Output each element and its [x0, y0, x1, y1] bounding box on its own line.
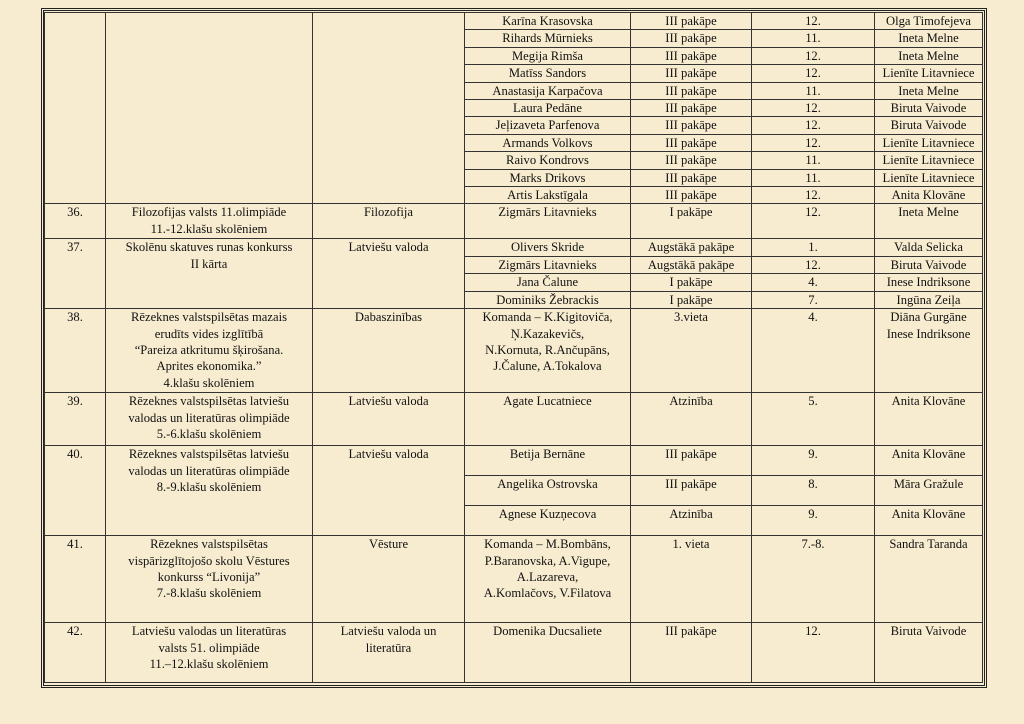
grade: 12. — [752, 117, 875, 134]
award-level: III pakāpe — [631, 117, 752, 134]
student-name: Dominiks Žebrackis — [465, 291, 631, 308]
award-level: Atzinība — [631, 506, 752, 536]
teacher: Anita Klovāne — [875, 187, 983, 204]
grade: 4. — [752, 309, 875, 393]
subject: Latviešu valoda — [313, 239, 465, 309]
grade: 9. — [752, 446, 875, 476]
competition-name: Rēzeknes valstspilsētas latviešu valodas un literatūras olimpiāde 8.-9.klašu skolēniem — [106, 446, 313, 536]
team-members: Komanda – M.Bombāns, P.Baranovska, A.Vigupe, A.Lazareva, A.Komlačovs, V.Filatova — [465, 536, 631, 623]
award-level: III pakāpe — [631, 152, 752, 169]
row-number: 36. — [45, 204, 106, 239]
row-number: 42. — [45, 623, 106, 683]
award-level: III pakāpe — [631, 13, 752, 30]
award-level: I pakāpe — [631, 204, 752, 239]
teacher: Biruta Vaivode — [875, 256, 983, 273]
table-row — [45, 309, 983, 393]
competition-name: Skolēnu skatuves runas konkurss II kārta — [106, 239, 313, 309]
teacher: Māra Gražule — [875, 476, 983, 506]
teacher: Anita Klovāne — [875, 446, 983, 476]
grade: 7. — [752, 291, 875, 308]
results-table — [44, 12, 983, 683]
student-name: Zigmārs Litavnieks — [465, 204, 631, 239]
student-name: Laura Pedāne — [465, 100, 631, 117]
table-row — [45, 446, 983, 476]
student-name: Marks Drikovs — [465, 169, 631, 186]
teacher: Biruta Vaivode — [875, 623, 983, 683]
award-level: I pakāpe — [631, 291, 752, 308]
row-number: 37. — [45, 239, 106, 309]
teacher: Ineta Melne — [875, 47, 983, 64]
student-name: Agnese Kuzņecova — [465, 506, 631, 536]
table-row — [45, 13, 983, 30]
grade: 8. — [752, 476, 875, 506]
teacher: Ineta Melne — [875, 30, 983, 47]
grade: 12. — [752, 623, 875, 683]
row-number: 40. — [45, 446, 106, 536]
subject-cell — [313, 13, 465, 204]
teacher: Olga Timofejeva — [875, 13, 983, 30]
teacher: Ineta Melne — [875, 82, 983, 99]
grade: 11. — [752, 152, 875, 169]
teacher: Anita Klovāne — [875, 506, 983, 536]
competition-name: Filozofijas valsts 11.olimpiāde 11.-12.klašu skolēniem — [106, 204, 313, 239]
student-name: Matīss Sandors — [465, 65, 631, 82]
grade: 12. — [752, 134, 875, 151]
award-level: I pakāpe — [631, 274, 752, 291]
table-row — [45, 393, 983, 446]
table-row — [45, 204, 983, 239]
grade: 11. — [752, 30, 875, 47]
student-name: Karīna Krasovska — [465, 13, 631, 30]
competition-name: Latviešu valodas un literatūras valsts 51. olimpiāde 11.–12.klašu skolēniem — [106, 623, 313, 683]
award-level: III pakāpe — [631, 100, 752, 117]
grade: 12. — [752, 13, 875, 30]
teacher: Lienīte Litavniece — [875, 65, 983, 82]
award-level: III pakāpe — [631, 65, 752, 82]
award-level: III pakāpe — [631, 47, 752, 64]
student-name: Armands Volkovs — [465, 134, 631, 151]
row-number: 41. — [45, 536, 106, 623]
student-name: Angelika Ostrovska — [465, 476, 631, 506]
teacher: Lienīte Litavniece — [875, 169, 983, 186]
student-name: Artis Lakstīgala — [465, 187, 631, 204]
teacher: Valda Selicka — [875, 239, 983, 256]
table-row — [45, 239, 983, 256]
competition-name: Rēzeknes valstspilsētas latviešu valodas un literatūras olimpiāde 5.-6.klašu skolēniem — [106, 393, 313, 446]
subject: Dabaszinības — [313, 309, 465, 393]
grade: 12. — [752, 47, 875, 64]
grade: 12. — [752, 204, 875, 239]
table-row — [45, 536, 983, 623]
award-level: III pakāpe — [631, 446, 752, 476]
grade: 12. — [752, 187, 875, 204]
award-level: III pakāpe — [631, 623, 752, 683]
award-level: III pakāpe — [631, 187, 752, 204]
teacher: Diāna Gurgāne Inese Indriksone — [875, 309, 983, 393]
row-number: 38. — [45, 309, 106, 393]
award-level: III pakāpe — [631, 476, 752, 506]
grade: 12. — [752, 65, 875, 82]
subject: Latviešu valoda — [313, 446, 465, 536]
award-level: III pakāpe — [631, 82, 752, 99]
award-level: 1. vieta — [631, 536, 752, 623]
student-name: Agate Lucatniece — [465, 393, 631, 446]
teacher: Lienīte Litavniece — [875, 152, 983, 169]
student-name: Jeļizaveta Parfenova — [465, 117, 631, 134]
student-name: Olivers Skride — [465, 239, 631, 256]
teacher: Ingūna Zeiļa — [875, 291, 983, 308]
grade: 12. — [752, 100, 875, 117]
grade: 11. — [752, 169, 875, 186]
subject: Vēsture — [313, 536, 465, 623]
team-members: Komanda – K.Kigitoviča, Ņ.Kazakevičs, N.Kornuta, R.Ančupāns, J.Čalune, A.Tokalova — [465, 309, 631, 393]
grade: 7.-8. — [752, 536, 875, 623]
competition-name: Rēzeknes valstspilsētas vispārizglītojošo skolu Vēstures konkurss “Livonija” 7.-8.klašu skolēniem — [106, 536, 313, 623]
grade: 12. — [752, 256, 875, 273]
grade: 1. — [752, 239, 875, 256]
teacher: Ineta Melne — [875, 204, 983, 239]
row-number: 39. — [45, 393, 106, 446]
teacher: Sandra Taranda — [875, 536, 983, 623]
subject: Latviešu valoda — [313, 393, 465, 446]
subject: Filozofija — [313, 204, 465, 239]
student-name: Domenika Ducsaliete — [465, 623, 631, 683]
grade: 4. — [752, 274, 875, 291]
student-name: Rihards Mūrnieks — [465, 30, 631, 47]
grade: 5. — [752, 393, 875, 446]
award-level: Atzinība — [631, 393, 752, 446]
number-cell — [45, 13, 106, 204]
student-name: Zigmārs Litavnieks — [465, 256, 631, 273]
grade: 9. — [752, 506, 875, 536]
teacher: Inese Indriksone — [875, 274, 983, 291]
teacher: Biruta Vaivode — [875, 117, 983, 134]
teacher: Lienīte Litavniece — [875, 134, 983, 151]
student-name: Betija Bernāne — [465, 446, 631, 476]
competition-name: Rēzeknes valstspilsētas mazais erudīts vides izglītībā “Pareiza atkritumu šķirošana. Aprites ekonomika.” 4.klašu skolēniem — [106, 309, 313, 393]
award-level: 3.vieta — [631, 309, 752, 393]
student-name: Raivo Kondrovs — [465, 152, 631, 169]
teacher: Biruta Vaivode — [875, 100, 983, 117]
award-level: III pakāpe — [631, 169, 752, 186]
award-level: III pakāpe — [631, 30, 752, 47]
grade: 11. — [752, 82, 875, 99]
subject: Latviešu valoda un literatūra — [313, 623, 465, 683]
student-name: Jana Čalune — [465, 274, 631, 291]
award-level: III pakāpe — [631, 134, 752, 151]
student-name: Anastasija Karpačova — [465, 82, 631, 99]
award-level: Augstākā pakāpe — [631, 239, 752, 256]
student-name: Megija Rimša — [465, 47, 631, 64]
table-row — [45, 623, 983, 683]
award-level: Augstākā pakāpe — [631, 256, 752, 273]
competition-cell — [106, 13, 313, 204]
teacher: Anita Klovāne — [875, 393, 983, 446]
